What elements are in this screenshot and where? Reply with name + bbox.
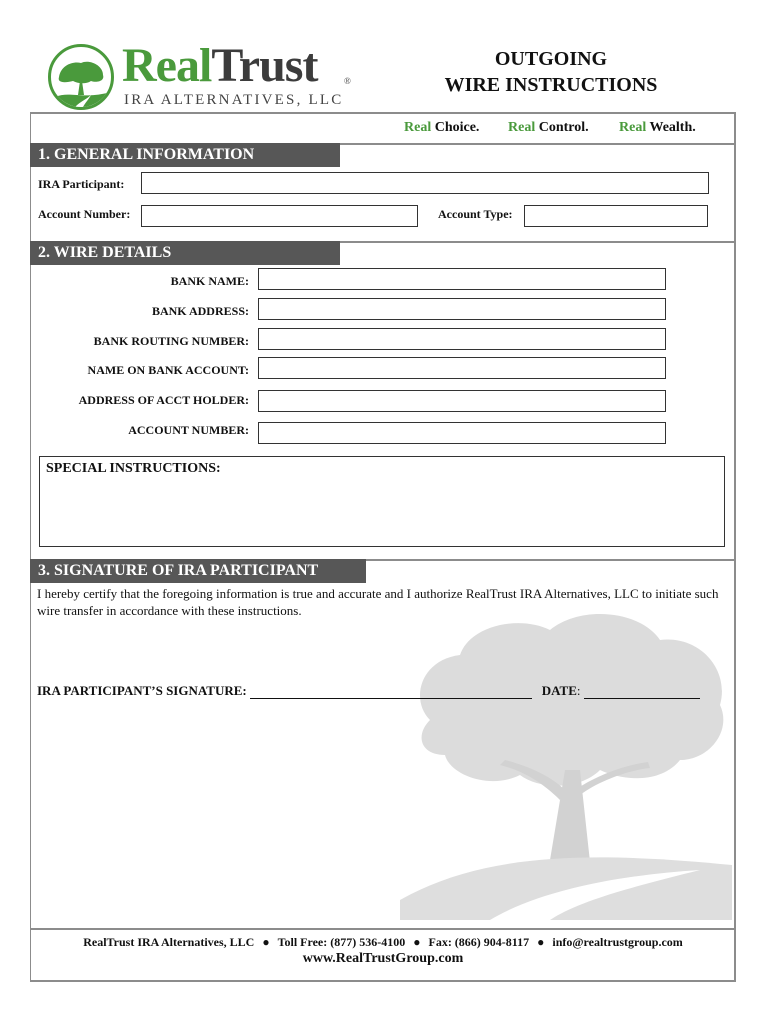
tagline-choice: Real Choice. [404,120,480,135]
routing-number-label: BANK ROUTING NUMBER: [93,334,249,348]
footer-divider [30,928,736,930]
holder-address-field[interactable] [258,390,666,412]
tree-watermark-icon [400,600,732,920]
account-type-field[interactable] [524,205,708,227]
company-logo [48,39,358,114]
section-signature-heading: 3. SIGNATURE OF IRA PARTICIPANT [30,559,366,583]
footer-email-link[interactable]: info@realtrustgroup.com [552,935,683,949]
tree-logo-icon [48,44,114,110]
bank-address-field[interactable] [258,298,666,320]
name-on-account-label: NAME ON BANK ACCOUNT: [87,363,249,377]
signature-label: IRA PARTICIPANT’S SIGNATURE: [37,683,247,698]
section-wire-heading: 2. WIRE DETAILS [30,241,340,265]
bank-address-label: BANK ADDRESS: [151,304,249,318]
account-number-label: Account Number: [38,207,131,221]
account-number-field[interactable] [141,205,418,227]
logo-subtitle: IRA ALTERNATIVES, LLC [124,92,344,108]
special-instructions-label: SPECIAL INSTRUCTIONS: [46,461,221,476]
logo-wordmark: RealTrust [122,39,318,92]
signature-row: IRA PARTICIPANT’S SIGNATURE: DATE: [37,683,700,699]
date-field[interactable] [584,687,700,699]
section-general-rule [340,143,736,145]
footer-contact: RealTrust IRA Alternatives, LLC ● Toll Free: (877) 536-4100 ● Fax: (866) 904-8117 ● info@realtrustgroup.com [83,935,683,949]
signature-field[interactable] [250,687,532,699]
document-title: OUTGOING WIRE INSTRUCTIONS [444,48,658,96]
bank-name-label: BANK NAME: [170,274,249,288]
name-on-account-field[interactable] [258,357,666,379]
ira-participant-field[interactable] [141,172,709,194]
ira-participant-label: IRA Participant: [38,177,125,191]
account-number-wire-field[interactable] [258,422,666,444]
bank-name-field[interactable] [258,268,666,290]
section-wire-rule [340,241,736,243]
account-type-label: Account Type: [438,207,513,221]
registered-mark: ® [344,76,351,86]
section-general-heading: 1. GENERAL INFORMATION [30,143,340,167]
section-signature-rule [366,559,736,561]
tagline-control: Real Control. [508,120,589,135]
holder-address-label: ADDRESS OF ACCT HOLDER: [78,393,249,407]
certification-text: I hereby certify that the foregoing information is true and accurate and I authorize RealTrust IRA Alternatives, LLC to initiate such wire transfer in accordance with these instructions. [37,586,719,618]
date-label: DATE [541,683,577,698]
routing-number-field[interactable] [258,328,666,350]
footer-website-link[interactable]: www.RealTrustGroup.com [302,951,464,966]
tagline-wealth: Real Wealth. [619,120,696,135]
special-instructions-field[interactable] [39,456,725,547]
account-number-wire-label: ACCOUNT NUMBER: [128,423,249,437]
